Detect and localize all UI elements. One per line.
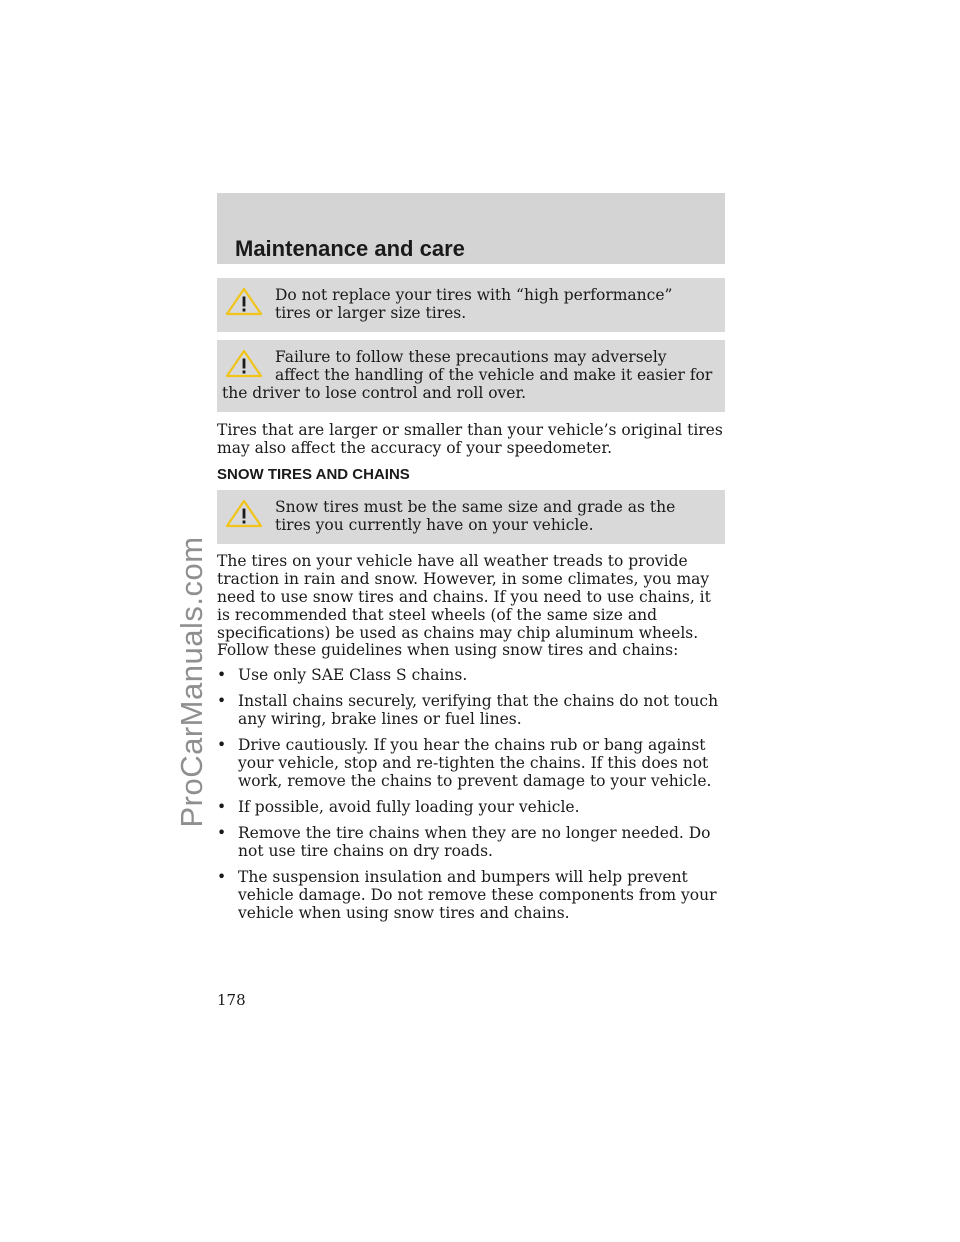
list-item-text: Install chains securely, verifying that the chains do not touch any wiring, brake lines or fuel lines.	[238, 692, 719, 728]
guidelines-intro-paragraph: Follow these guidelines when using snow tires and chains:	[217, 641, 679, 659]
section-header-band	[217, 193, 725, 264]
warning-box	[217, 490, 725, 544]
list-item-text: If possible, avoid fully loading your vehicle.	[238, 798, 580, 816]
speedometer-paragraph: Tires that are larger or smaller than your vehicle’s original tires may also affect the accuracy of your speedometer.	[217, 421, 723, 457]
bullet-dot: •	[217, 692, 227, 710]
bullet-dot: •	[217, 868, 227, 886]
list-item	[217, 868, 727, 922]
bullet-dot: •	[217, 736, 227, 754]
guidelines-list	[217, 666, 727, 930]
bullet-dot: •	[217, 798, 227, 816]
warning-box	[217, 340, 725, 412]
warning-triangle-icon	[224, 348, 264, 378]
warning-box	[217, 278, 725, 332]
warning-text: Snow tires must be the same size and grade as the tires you currently have on your vehicle.	[275, 498, 676, 534]
warning-triangle-icon	[224, 498, 264, 528]
list-item	[217, 798, 727, 816]
list-item-text: Drive cautiously. If you hear the chains rub or bang against your vehicle, stop and re-tighten the chains. If this does not work, remove the chains to prevent damage to your vehicle.	[238, 736, 712, 790]
bullet-dot: •	[217, 824, 227, 842]
warning-text: Do not replace your tires with “high performance” tires or larger size tires.	[275, 286, 673, 322]
list-item-text: The suspension insulation and bumpers will help prevent vehicle damage. Do not remove these components from your vehicle when using snow tires and chains.	[238, 868, 717, 922]
bullet-dot: •	[217, 666, 227, 684]
watermark-text: ProCarManuals.com	[174, 536, 209, 828]
list-item-text: Use only SAE Class S chains.	[238, 666, 468, 684]
warning-triangle-icon	[224, 286, 264, 316]
list-item	[217, 824, 727, 860]
snow-intro-paragraph: The tires on your vehicle have all weather treads to provide traction in rain and snow. However, in some climates, you may need to use snow tires and chains. If you need to use chains, it is recommended that steel wheels (of the same size and specifications) be used as chains may chip aluminum wheels.	[217, 552, 711, 642]
warning-text: Failure to follow these precautions may adversely affect the handling of the vehicle and make it easier for the driver to lose control and roll over.	[222, 348, 713, 402]
section-title: Maintenance and care	[235, 236, 465, 261]
snow-tires-heading: SNOW TIRES AND CHAINS	[217, 466, 410, 483]
list-item	[217, 692, 727, 728]
list-item	[217, 666, 727, 684]
list-item	[217, 736, 727, 790]
page-number: 178	[217, 991, 246, 1009]
list-item-text: Remove the tire chains when they are no longer needed. Do not use tire chains on dry roads.	[238, 824, 711, 860]
